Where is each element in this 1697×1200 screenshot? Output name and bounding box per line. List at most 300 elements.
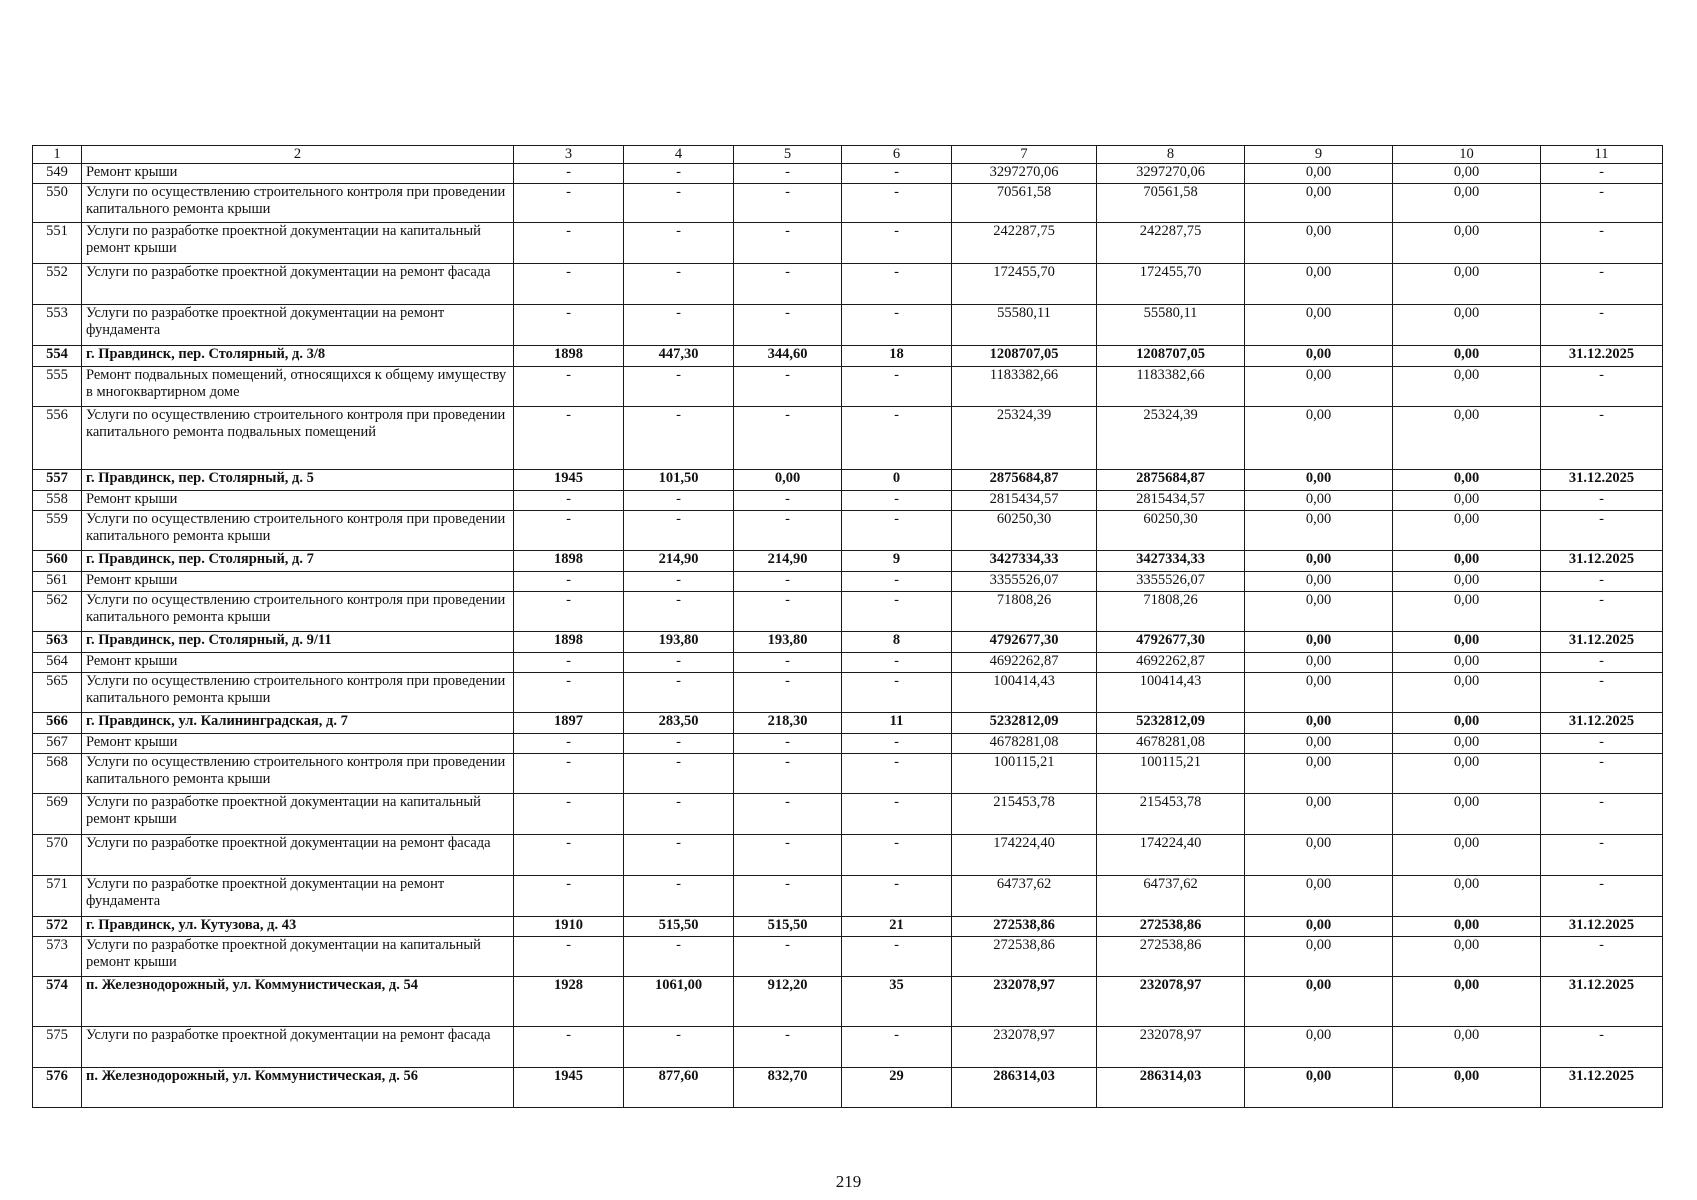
cell-item-name: г. Правдинск, пер. Столярный, д. 9/11 [82,632,514,653]
table-row [33,977,1663,1027]
cell-living-area: 0,00 [734,470,842,491]
cell-cost-total: 100115,21 [952,754,1097,794]
cell-deadline: - [1541,491,1663,511]
cell-residents: - [842,511,952,551]
cell-item-name: п. Железнодорожный, ул. Коммунистическая, д. 56 [82,1068,514,1108]
cell-living-area: - [734,305,842,346]
cell-cost-total: 60250,30 [952,511,1097,551]
cell-row-number: 555 [33,367,82,407]
cell-row-number: 568 [33,754,82,794]
cell-living-area: - [734,184,842,223]
cell-item-name: Ремонт крыши [82,164,514,184]
cell-cost-fund: 3297270,06 [1097,164,1245,184]
cell-cost-total: 3297270,06 [952,164,1097,184]
cell-row-number: 562 [33,592,82,632]
cell-cost-total: 232078,97 [952,977,1097,1027]
registry-table [32,145,1663,1108]
table-row [33,367,1663,407]
table-row [33,917,1663,937]
cell-cost-budget: 0,00 [1245,470,1393,491]
cell-deadline: - [1541,305,1663,346]
cell-cost-owners: 0,00 [1393,734,1541,754]
cell-cost-owners: 0,00 [1393,876,1541,917]
cell-deadline: - [1541,754,1663,794]
cell-residents: 29 [842,1068,952,1108]
cell-cost-total: 71808,26 [952,592,1097,632]
cell-cost-budget: 0,00 [1245,551,1393,572]
cell-cost-fund: 232078,97 [1097,977,1245,1027]
cell-item-name: Ремонт крыши [82,491,514,511]
cell-total-area: 193,80 [624,632,734,653]
cell-cost-budget: 0,00 [1245,305,1393,346]
cell-deadline: - [1541,1027,1663,1068]
cell-residents: - [842,184,952,223]
cell-total-area: 283,50 [624,713,734,734]
cell-build-year: - [514,407,624,470]
cell-build-year: - [514,367,624,407]
cell-row-number: 565 [33,673,82,713]
cell-cost-owners: 0,00 [1393,470,1541,491]
cell-residents: - [842,164,952,184]
cell-build-year: - [514,794,624,835]
cell-cost-owners: 0,00 [1393,346,1541,367]
cell-cost-total: 1208707,05 [952,346,1097,367]
cell-cost-fund: 70561,58 [1097,184,1245,223]
cell-row-number: 556 [33,407,82,470]
cell-cost-total: 100414,43 [952,673,1097,713]
cell-item-name: г. Правдинск, ул. Кутузова, д. 43 [82,917,514,937]
cell-build-year: - [514,653,624,673]
cell-build-year: - [514,164,624,184]
cell-row-number: 549 [33,164,82,184]
cell-residents: - [842,367,952,407]
cell-cost-fund: 172455,70 [1097,264,1245,305]
cell-cost-total: 242287,75 [952,223,1097,264]
cell-cost-budget: 0,00 [1245,264,1393,305]
table-row [33,794,1663,835]
cell-cost-total: 55580,11 [952,305,1097,346]
cell-cost-budget: 0,00 [1245,977,1393,1027]
cell-item-name: Услуги по осуществлению строительного контроля при проведении капитального ремонта подвальных помещений [82,407,514,470]
cell-row-number: 558 [33,491,82,511]
header-cell: 3 [514,146,624,164]
cell-living-area: 344,60 [734,346,842,367]
cell-deadline: 31.12.2025 [1541,551,1663,572]
cell-residents: - [842,407,952,470]
cell-cost-budget: 0,00 [1245,673,1393,713]
cell-item-name: п. Железнодорожный, ул. Коммунистическая, д. 54 [82,977,514,1027]
table-row [33,1027,1663,1068]
cell-cost-fund: 2875684,87 [1097,470,1245,491]
header-cell: 5 [734,146,842,164]
cell-living-area: - [734,592,842,632]
cell-cost-fund: 174224,40 [1097,835,1245,876]
cell-residents: - [842,305,952,346]
cell-cost-fund: 64737,62 [1097,876,1245,917]
cell-living-area: 214,90 [734,551,842,572]
table-row [33,653,1663,673]
cell-living-area: 515,50 [734,917,842,937]
cell-item-name: Услуги по разработке проектной документации на ремонт фасада [82,835,514,876]
cell-cost-owners: 0,00 [1393,754,1541,794]
cell-residents: 8 [842,632,952,653]
cell-item-name: г. Правдинск, ул. Калининградская, д. 7 [82,713,514,734]
cell-item-name: Услуги по разработке проектной документации на капитальный ремонт крыши [82,794,514,835]
table-row [33,713,1663,734]
cell-cost-budget: 0,00 [1245,164,1393,184]
cell-cost-owners: 0,00 [1393,367,1541,407]
cell-living-area: - [734,164,842,184]
cell-cost-fund: 4792677,30 [1097,632,1245,653]
cell-row-number: 576 [33,1068,82,1108]
header-cell: 11 [1541,146,1663,164]
page-number: 219 [835,1172,862,1191]
cell-cost-total: 4792677,30 [952,632,1097,653]
cell-cost-fund: 272538,86 [1097,937,1245,977]
cell-cost-owners: 0,00 [1393,917,1541,937]
cell-cost-owners: 0,00 [1393,223,1541,264]
cell-residents: - [842,835,952,876]
cell-cost-budget: 0,00 [1245,592,1393,632]
cell-total-area: - [624,164,734,184]
header-cell: 8 [1097,146,1245,164]
cell-total-area: 101,50 [624,470,734,491]
cell-total-area: - [624,754,734,794]
cell-total-area: - [624,794,734,835]
cell-residents: - [842,1027,952,1068]
cell-deadline: - [1541,835,1663,876]
table-row [33,184,1663,223]
cell-build-year: 1928 [514,977,624,1027]
cell-cost-fund: 3355526,07 [1097,572,1245,592]
cell-living-area: - [734,734,842,754]
cell-row-number: 559 [33,511,82,551]
cell-cost-owners: 0,00 [1393,407,1541,470]
table-row [33,551,1663,572]
cell-total-area: - [624,653,734,673]
cell-item-name: Услуги по осуществлению строительного контроля при проведении капитального ремонта крыши [82,754,514,794]
cell-living-area: - [734,264,842,305]
cell-cost-owners: 0,00 [1393,592,1541,632]
cell-living-area: - [734,754,842,794]
cell-build-year: - [514,305,624,346]
cell-residents: - [842,673,952,713]
cell-cost-total: 64737,62 [952,876,1097,917]
cell-total-area: - [624,572,734,592]
cell-total-area: - [624,264,734,305]
header-cell: 10 [1393,146,1541,164]
cell-cost-fund: 215453,78 [1097,794,1245,835]
header-cell: 4 [624,146,734,164]
cell-residents: 18 [842,346,952,367]
cell-deadline: - [1541,164,1663,184]
cell-cost-fund: 71808,26 [1097,592,1245,632]
cell-total-area: - [624,223,734,264]
cell-item-name: г. Правдинск, пер. Столярный, д. 5 [82,470,514,491]
cell-item-name: г. Правдинск, пер. Столярный, д. 7 [82,551,514,572]
cell-total-area: - [624,937,734,977]
cell-deadline: - [1541,673,1663,713]
cell-total-area: - [624,835,734,876]
table-row [33,264,1663,305]
cell-living-area: - [734,794,842,835]
cell-deadline: 31.12.2025 [1541,346,1663,367]
table-row [33,673,1663,713]
cell-residents: 35 [842,977,952,1027]
cell-build-year: - [514,592,624,632]
header-cell: 1 [33,146,82,164]
cell-cost-fund: 2815434,57 [1097,491,1245,511]
cell-cost-total: 272538,86 [952,937,1097,977]
cell-cost-budget: 0,00 [1245,917,1393,937]
cell-cost-budget: 0,00 [1245,223,1393,264]
cell-cost-owners: 0,00 [1393,551,1541,572]
cell-build-year: - [514,223,624,264]
cell-build-year: 1897 [514,713,624,734]
cell-cost-total: 25324,39 [952,407,1097,470]
cell-cost-owners: 0,00 [1393,1027,1541,1068]
cell-cost-total: 174224,40 [952,835,1097,876]
cell-deadline: - [1541,184,1663,223]
cell-build-year: - [514,734,624,754]
cell-cost-budget: 0,00 [1245,632,1393,653]
cell-living-area: 912,20 [734,977,842,1027]
cell-cost-total: 272538,86 [952,917,1097,937]
cell-cost-budget: 0,00 [1245,653,1393,673]
cell-residents: - [842,592,952,632]
cell-deadline: 31.12.2025 [1541,1068,1663,1108]
cell-build-year: - [514,754,624,794]
column-number-row [33,146,1663,164]
cell-cost-budget: 0,00 [1245,572,1393,592]
cell-total-area: - [624,491,734,511]
cell-cost-owners: 0,00 [1393,491,1541,511]
cell-deadline: 31.12.2025 [1541,977,1663,1027]
cell-item-name: Услуги по разработке проектной документации на ремонт фасада [82,264,514,305]
cell-deadline: - [1541,876,1663,917]
table-row [33,835,1663,876]
cell-build-year: 1898 [514,346,624,367]
cell-cost-budget: 0,00 [1245,184,1393,223]
cell-cost-budget: 0,00 [1245,1027,1393,1068]
table-row [33,470,1663,491]
cell-living-area: - [734,876,842,917]
cell-deadline: 31.12.2025 [1541,713,1663,734]
cell-total-area: - [624,184,734,223]
cell-total-area: - [624,876,734,917]
cell-cost-owners: 0,00 [1393,835,1541,876]
cell-cost-fund: 60250,30 [1097,511,1245,551]
cell-cost-owners: 0,00 [1393,653,1541,673]
cell-living-area: - [734,223,842,264]
cell-cost-owners: 0,00 [1393,673,1541,713]
cell-cost-owners: 0,00 [1393,511,1541,551]
cell-build-year: - [514,491,624,511]
cell-total-area: 214,90 [624,551,734,572]
cell-row-number: 570 [33,835,82,876]
table-row [33,305,1663,346]
cell-cost-budget: 0,00 [1245,754,1393,794]
cell-item-name: Услуги по разработке проектной документации на капитальный ремонт крыши [82,223,514,264]
cell-deadline: 31.12.2025 [1541,632,1663,653]
cell-living-area: 218,30 [734,713,842,734]
cell-deadline: - [1541,653,1663,673]
cell-living-area: - [734,673,842,713]
cell-cost-owners: 0,00 [1393,264,1541,305]
cell-cost-total: 3355526,07 [952,572,1097,592]
table-row [33,632,1663,653]
cell-residents: - [842,794,952,835]
cell-living-area: - [734,491,842,511]
cell-build-year: - [514,184,624,223]
cell-cost-fund: 100115,21 [1097,754,1245,794]
cell-living-area: - [734,572,842,592]
cell-residents: 21 [842,917,952,937]
cell-row-number: 571 [33,876,82,917]
cell-build-year: 1898 [514,632,624,653]
cell-deadline: - [1541,367,1663,407]
cell-total-area: - [624,305,734,346]
cell-cost-total: 5232812,09 [952,713,1097,734]
cell-deadline: - [1541,592,1663,632]
cell-total-area: - [624,511,734,551]
cell-deadline: - [1541,937,1663,977]
cell-build-year: 1898 [514,551,624,572]
cell-cost-budget: 0,00 [1245,713,1393,734]
table-row [33,1068,1663,1108]
cell-total-area: - [624,592,734,632]
cell-total-area: - [624,407,734,470]
cell-row-number: 553 [33,305,82,346]
cell-cost-budget: 0,00 [1245,734,1393,754]
cell-residents: - [842,653,952,673]
cell-row-number: 557 [33,470,82,491]
cell-row-number: 560 [33,551,82,572]
cell-cost-fund: 1208707,05 [1097,346,1245,367]
cell-build-year: - [514,511,624,551]
cell-living-area: - [734,653,842,673]
cell-item-name: Услуги по разработке проектной документации на ремонт фундамента [82,305,514,346]
table-row [33,876,1663,917]
cell-total-area: - [624,734,734,754]
cell-residents: 11 [842,713,952,734]
cell-residents: - [842,223,952,264]
cell-row-number: 564 [33,653,82,673]
cell-build-year: - [514,835,624,876]
cell-residents: 0 [842,470,952,491]
cell-residents: - [842,937,952,977]
cell-cost-budget: 0,00 [1245,1068,1393,1108]
header-cell: 6 [842,146,952,164]
cell-residents: - [842,572,952,592]
table-row [33,407,1663,470]
table-row [33,491,1663,511]
cell-cost-total: 215453,78 [952,794,1097,835]
cell-deadline: - [1541,264,1663,305]
table-row [33,754,1663,794]
cell-cost-owners: 0,00 [1393,937,1541,977]
cell-living-area: - [734,511,842,551]
cell-cost-fund: 55580,11 [1097,305,1245,346]
cell-item-name: Услуги по осуществлению строительного контроля при проведении капитального ремонта крыши [82,184,514,223]
cell-item-name: Ремонт крыши [82,572,514,592]
cell-cost-total: 4678281,08 [952,734,1097,754]
cell-row-number: 569 [33,794,82,835]
cell-deadline: - [1541,572,1663,592]
cell-residents: 9 [842,551,952,572]
cell-cost-budget: 0,00 [1245,407,1393,470]
cell-row-number: 572 [33,917,82,937]
table-row [33,346,1663,367]
header-cell: 9 [1245,146,1393,164]
cell-build-year: - [514,572,624,592]
cell-cost-budget: 0,00 [1245,491,1393,511]
table-row [33,223,1663,264]
cell-cost-owners: 0,00 [1393,632,1541,653]
cell-build-year: - [514,876,624,917]
cell-build-year: - [514,937,624,977]
table-row [33,572,1663,592]
cell-total-area: - [624,367,734,407]
cell-deadline: 31.12.2025 [1541,917,1663,937]
cell-living-area: - [734,367,842,407]
cell-total-area: 877,60 [624,1068,734,1108]
cell-cost-budget: 0,00 [1245,511,1393,551]
cell-cost-owners: 0,00 [1393,794,1541,835]
cell-cost-budget: 0,00 [1245,346,1393,367]
cell-living-area: - [734,835,842,876]
cell-item-name: Ремонт крыши [82,653,514,673]
cell-total-area: 447,30 [624,346,734,367]
cell-living-area: 832,70 [734,1068,842,1108]
cell-deadline: - [1541,794,1663,835]
cell-cost-fund: 272538,86 [1097,917,1245,937]
cell-residents: - [842,264,952,305]
cell-cost-budget: 0,00 [1245,876,1393,917]
cell-cost-budget: 0,00 [1245,794,1393,835]
cell-row-number: 574 [33,977,82,1027]
header-cell: 2 [82,146,514,164]
cell-cost-total: 172455,70 [952,264,1097,305]
cell-item-name: Услуги по осуществлению строительного контроля при проведении капитального ремонта крыши [82,511,514,551]
cell-deadline: - [1541,511,1663,551]
cell-cost-fund: 5232812,09 [1097,713,1245,734]
cell-cost-budget: 0,00 [1245,835,1393,876]
cell-cost-owners: 0,00 [1393,977,1541,1027]
cell-row-number: 566 [33,713,82,734]
cell-deadline: - [1541,407,1663,470]
cell-cost-owners: 0,00 [1393,305,1541,346]
cell-build-year: - [514,1027,624,1068]
cell-cost-total: 2875684,87 [952,470,1097,491]
table-row [33,164,1663,184]
cell-item-name: г. Правдинск, пер. Столярный, д. 3/8 [82,346,514,367]
cell-row-number: 550 [33,184,82,223]
cell-build-year: - [514,673,624,713]
cell-item-name: Услуги по осуществлению строительного контроля при проведении капитального ремонта крыши [82,673,514,713]
cell-cost-budget: 0,00 [1245,937,1393,977]
cell-residents: - [842,734,952,754]
cell-row-number: 551 [33,223,82,264]
cell-cost-fund: 25324,39 [1097,407,1245,470]
table-row [33,511,1663,551]
cell-living-area: - [734,407,842,470]
cell-cost-fund: 100414,43 [1097,673,1245,713]
cell-build-year: 1945 [514,1068,624,1108]
cell-build-year: 1945 [514,470,624,491]
cell-build-year: - [514,264,624,305]
cell-row-number: 567 [33,734,82,754]
